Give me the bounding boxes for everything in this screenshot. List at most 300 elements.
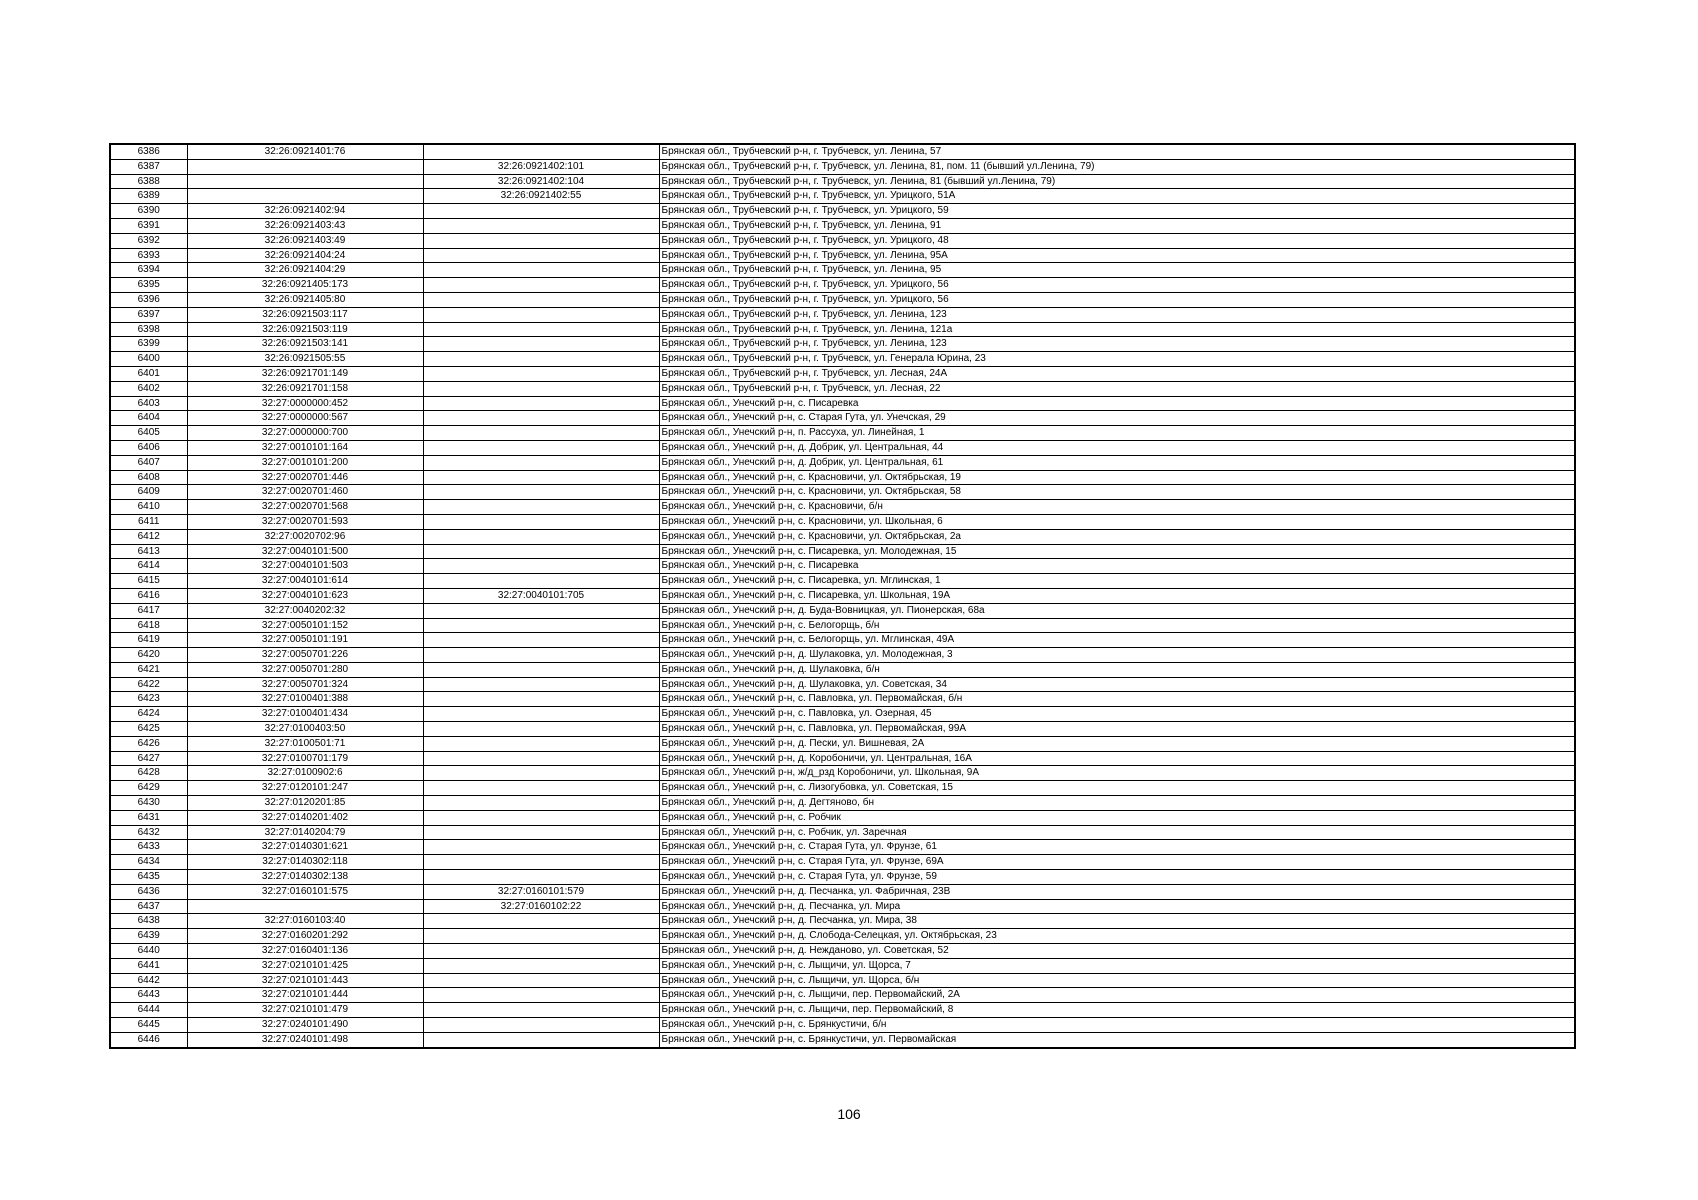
table-row xyxy=(110,485,1575,500)
property-table-body xyxy=(110,144,1575,1048)
table-row xyxy=(110,677,1575,692)
related-cadastral-number-cell xyxy=(423,1018,659,1033)
related-cadastral-number-cell xyxy=(423,381,659,396)
cadastral-number-cell: 32:27:0160101:575 xyxy=(187,884,423,899)
row-number-cell: 6406 xyxy=(110,440,187,455)
address-cell: Брянская обл., Унечский р-н, с. Павловка, ул. Первомайская, б/н xyxy=(659,692,1575,707)
table-row xyxy=(110,973,1575,988)
address-cell: Брянская обл., Унечский р-н, с. Красновичи, ул. Октябрьская, 58 xyxy=(659,485,1575,500)
address-cell: Брянская обл., Унечский р-н, с. Красновичи, ул. Октябрьская, 19 xyxy=(659,470,1575,485)
address-cell: Брянская обл., Унечский р-н, д. Коробоничи, ул. Центральная, 16А xyxy=(659,751,1575,766)
cadastral-number-cell: 32:27:0050701:226 xyxy=(187,648,423,663)
row-number-cell: 6425 xyxy=(110,722,187,737)
address-cell: Брянская обл., Трубчевский р-н, г. Трубчевск, ул. Урицкого, 59 xyxy=(659,204,1575,219)
address-cell: Брянская обл., Унечский р-н, с. Писаревка, ул. Мглинская, 1 xyxy=(659,574,1575,589)
related-cadastral-number-cell xyxy=(423,722,659,737)
address-cell: Брянская обл., Трубчевский р-н, г. Трубчевск, ул. Урицкого, 51А xyxy=(659,189,1575,204)
row-number-cell: 6415 xyxy=(110,574,187,589)
row-number-cell: 6421 xyxy=(110,662,187,677)
cadastral-number-cell xyxy=(187,189,423,204)
related-cadastral-number-cell xyxy=(423,352,659,367)
address-cell: Брянская обл., Трубчевский р-н, г. Трубчевск, ул. Ленина, 91 xyxy=(659,218,1575,233)
related-cadastral-number-cell: 32:27:0160101:579 xyxy=(423,884,659,899)
table-row xyxy=(110,692,1575,707)
row-number-cell: 6388 xyxy=(110,174,187,189)
cadastral-number-cell: 32:27:0020701:446 xyxy=(187,470,423,485)
address-cell: Брянская обл., Унечский р-н, с. Павловка, ул. Первомайская, 99А xyxy=(659,722,1575,737)
table-row xyxy=(110,870,1575,885)
address-cell: Брянская обл., Трубчевский р-н, г. Трубчевск, ул. Лесная, 22 xyxy=(659,381,1575,396)
table-row xyxy=(110,159,1575,174)
related-cadastral-number-cell xyxy=(423,825,659,840)
row-number-cell: 6423 xyxy=(110,692,187,707)
row-number-cell: 6410 xyxy=(110,500,187,515)
row-number-cell: 6424 xyxy=(110,707,187,722)
address-cell: Брянская обл., Унечский р-н, д. Песчанка, ул. Мира xyxy=(659,899,1575,914)
table-row xyxy=(110,544,1575,559)
row-number-cell: 6414 xyxy=(110,559,187,574)
related-cadastral-number-cell xyxy=(423,855,659,870)
related-cadastral-number-cell: 32:27:0160102:22 xyxy=(423,899,659,914)
cadastral-number-cell: 32:27:0050101:152 xyxy=(187,618,423,633)
table-row xyxy=(110,1032,1575,1047)
address-cell: Брянская обл., Унечский р-н, с. Лыщичи, ул. Щорса, б/н xyxy=(659,973,1575,988)
table-row xyxy=(110,884,1575,899)
row-number-cell: 6427 xyxy=(110,751,187,766)
related-cadastral-number-cell xyxy=(423,914,659,929)
row-number-cell: 6426 xyxy=(110,736,187,751)
row-number-cell: 6413 xyxy=(110,544,187,559)
address-cell: Брянская обл., Трубчевский р-н, г. Трубчевск, ул. Ленина, 123 xyxy=(659,307,1575,322)
row-number-cell: 6446 xyxy=(110,1032,187,1047)
address-cell: Брянская обл., Унечский р-н, д. Буда-Вовницкая, ул. Пионерская, 68а xyxy=(659,603,1575,618)
table-row xyxy=(110,899,1575,914)
address-cell: Брянская обл., Унечский р-н, п. Рассуха, ул. Линейная, 1 xyxy=(659,426,1575,441)
cadastral-number-cell: 32:27:0000000:567 xyxy=(187,411,423,426)
address-cell: Брянская обл., Унечский р-н, д. Добрик, ул. Центральная, 44 xyxy=(659,440,1575,455)
related-cadastral-number-cell xyxy=(423,677,659,692)
row-number-cell: 6444 xyxy=(110,1003,187,1018)
table-row xyxy=(110,1003,1575,1018)
row-number-cell: 6394 xyxy=(110,263,187,278)
address-cell: Брянская обл., Унечский р-н, с. Красновичи, б/н xyxy=(659,500,1575,515)
cadastral-number-cell: 32:27:0040101:614 xyxy=(187,574,423,589)
related-cadastral-number-cell xyxy=(423,648,659,663)
cadastral-number-cell: 32:26:0921403:49 xyxy=(187,233,423,248)
related-cadastral-number-cell xyxy=(423,514,659,529)
table-row xyxy=(110,1018,1575,1033)
related-cadastral-number-cell xyxy=(423,751,659,766)
row-number-cell: 6417 xyxy=(110,603,187,618)
related-cadastral-number-cell xyxy=(423,485,659,500)
address-cell: Брянская обл., Унечский р-н, с. Писаревка, ул. Школьная, 19А xyxy=(659,588,1575,603)
related-cadastral-number-cell xyxy=(423,574,659,589)
row-number-cell: 6438 xyxy=(110,914,187,929)
related-cadastral-number-cell xyxy=(423,958,659,973)
cadastral-number-cell: 32:26:0921401:76 xyxy=(187,144,423,159)
cadastral-number-cell: 32:27:0100403:50 xyxy=(187,722,423,737)
related-cadastral-number-cell: 32:26:0921402:104 xyxy=(423,174,659,189)
address-cell: Брянская обл., Трубчевский р-н, г. Трубчевск, ул. Генерала Юрина, 23 xyxy=(659,352,1575,367)
row-number-cell: 6391 xyxy=(110,218,187,233)
cadastral-number-cell: 32:27:0050101:191 xyxy=(187,633,423,648)
table-row xyxy=(110,218,1575,233)
address-cell: Брянская обл., Трубчевский р-н, г. Трубчевск, ул. Ленина, 57 xyxy=(659,144,1575,159)
row-number-cell: 6400 xyxy=(110,352,187,367)
table-row xyxy=(110,855,1575,870)
related-cadastral-number-cell xyxy=(423,662,659,677)
cadastral-number-cell: 32:26:0921503:117 xyxy=(187,307,423,322)
related-cadastral-number-cell xyxy=(423,233,659,248)
address-cell: Брянская обл., Унечский р-н, ж/д_рзд Коробоничи, ул. Школьная, 9А xyxy=(659,766,1575,781)
row-number-cell: 6399 xyxy=(110,337,187,352)
row-number-cell: 6429 xyxy=(110,781,187,796)
cadastral-number-cell: 32:27:0210101:425 xyxy=(187,958,423,973)
cadastral-number-cell: 32:27:0050701:280 xyxy=(187,662,423,677)
row-number-cell: 6411 xyxy=(110,514,187,529)
row-number-cell: 6401 xyxy=(110,366,187,381)
table-row xyxy=(110,396,1575,411)
row-number-cell: 6433 xyxy=(110,840,187,855)
cadastral-number-cell: 32:27:0010101:164 xyxy=(187,440,423,455)
table-row xyxy=(110,426,1575,441)
cadastral-number-cell: 32:26:0921505:55 xyxy=(187,352,423,367)
cadastral-number-cell: 32:27:0210101:443 xyxy=(187,973,423,988)
related-cadastral-number-cell xyxy=(423,470,659,485)
table-row xyxy=(110,337,1575,352)
related-cadastral-number-cell xyxy=(423,500,659,515)
table-row xyxy=(110,174,1575,189)
address-cell: Брянская обл., Трубчевский р-н, г. Трубчевск, ул. Урицкого, 56 xyxy=(659,278,1575,293)
cadastral-number-cell: 32:26:0921404:29 xyxy=(187,263,423,278)
table-row xyxy=(110,322,1575,337)
related-cadastral-number-cell xyxy=(423,337,659,352)
related-cadastral-number-cell xyxy=(423,144,659,159)
related-cadastral-number-cell xyxy=(423,633,659,648)
row-number-cell: 6445 xyxy=(110,1018,187,1033)
table-row xyxy=(110,958,1575,973)
cadastral-number-cell: 32:27:0100401:434 xyxy=(187,707,423,722)
table-row xyxy=(110,810,1575,825)
table-row xyxy=(110,189,1575,204)
related-cadastral-number-cell xyxy=(423,455,659,470)
address-cell: Брянская обл., Унечский р-н, с. Лыщичи, пер. Первомайский, 2А xyxy=(659,988,1575,1003)
related-cadastral-number-cell xyxy=(423,204,659,219)
cadastral-number-cell: 32:27:0240101:498 xyxy=(187,1032,423,1047)
table-row xyxy=(110,307,1575,322)
table-row xyxy=(110,144,1575,159)
related-cadastral-number-cell xyxy=(423,366,659,381)
table-row xyxy=(110,574,1575,589)
address-cell: Брянская обл., Унечский р-н, с. Красновичи, ул. Октябрьская, 2а xyxy=(659,529,1575,544)
table-row xyxy=(110,633,1575,648)
cadastral-number-cell: 32:27:0100701:179 xyxy=(187,751,423,766)
cadastral-number-cell: 32:27:0040202:32 xyxy=(187,603,423,618)
cadastral-number-cell: 32:27:0140302:118 xyxy=(187,855,423,870)
row-number-cell: 6437 xyxy=(110,899,187,914)
address-cell: Брянская обл., Унечский р-н, д. Дегтяново, бн xyxy=(659,796,1575,811)
row-number-cell: 6409 xyxy=(110,485,187,500)
address-cell: Брянская обл., Трубчевский р-н, г. Трубчевск, ул. Ленина, 81 (бывший ул.Ленина, 79) xyxy=(659,174,1575,189)
address-cell: Брянская обл., Унечский р-н, с. Старая Гута, ул. Унечская, 29 xyxy=(659,411,1575,426)
cadastral-number-cell: 32:27:0040101:503 xyxy=(187,559,423,574)
related-cadastral-number-cell xyxy=(423,278,659,293)
table-row xyxy=(110,988,1575,1003)
cadastral-number-cell: 32:27:0020701:593 xyxy=(187,514,423,529)
row-number-cell: 6392 xyxy=(110,233,187,248)
cadastral-number-cell: 32:27:0020701:568 xyxy=(187,500,423,515)
table-row xyxy=(110,514,1575,529)
row-number-cell: 6419 xyxy=(110,633,187,648)
address-cell: Брянская обл., Унечский р-н, с. Старая Гута, ул. Фрунзе, 59 xyxy=(659,870,1575,885)
table-row xyxy=(110,559,1575,574)
row-number-cell: 6397 xyxy=(110,307,187,322)
table-row xyxy=(110,381,1575,396)
table-row xyxy=(110,944,1575,959)
cadastral-number-cell: 32:27:0010101:200 xyxy=(187,455,423,470)
cadastral-number-cell: 32:26:0921404:24 xyxy=(187,248,423,263)
table-row xyxy=(110,204,1575,219)
address-cell: Брянская обл., Унечский р-н, с. Старая Гута, ул. Фрунзе, 69А xyxy=(659,855,1575,870)
cadastral-number-cell: 32:27:0140201:402 xyxy=(187,810,423,825)
address-cell: Брянская обл., Трубчевский р-н, г. Трубчевск, ул. Урицкого, 48 xyxy=(659,233,1575,248)
related-cadastral-number-cell xyxy=(423,707,659,722)
table-row xyxy=(110,736,1575,751)
table-row xyxy=(110,781,1575,796)
cadastral-number-cell: 32:26:0921701:149 xyxy=(187,366,423,381)
table-row xyxy=(110,648,1575,663)
cadastral-number-cell: 32:27:0020701:460 xyxy=(187,485,423,500)
cadastral-number-cell: 32:27:0040101:623 xyxy=(187,588,423,603)
cadastral-number-cell: 32:27:0050701:324 xyxy=(187,677,423,692)
row-number-cell: 6412 xyxy=(110,529,187,544)
table-row xyxy=(110,603,1575,618)
address-cell: Брянская обл., Унечский р-н, с. Белогорщь, ул. Мглинская, 49А xyxy=(659,633,1575,648)
table-row xyxy=(110,529,1575,544)
row-number-cell: 6422 xyxy=(110,677,187,692)
row-number-cell: 6436 xyxy=(110,884,187,899)
cadastral-number-cell: 32:27:0160103:40 xyxy=(187,914,423,929)
related-cadastral-number-cell xyxy=(423,929,659,944)
cadastral-number-cell: 32:26:0921405:80 xyxy=(187,292,423,307)
address-cell: Брянская обл., Трубчевский р-н, г. Трубчевск, ул. Ленина, 121а xyxy=(659,322,1575,337)
row-number-cell: 6402 xyxy=(110,381,187,396)
address-cell: Брянская обл., Унечский р-н, д. Песчанка, ул. Мира, 38 xyxy=(659,914,1575,929)
related-cadastral-number-cell xyxy=(423,396,659,411)
related-cadastral-number-cell xyxy=(423,692,659,707)
related-cadastral-number-cell xyxy=(423,796,659,811)
cadastral-number-cell: 32:26:0921402:94 xyxy=(187,204,423,219)
related-cadastral-number-cell: 32:26:0921402:55 xyxy=(423,189,659,204)
row-number-cell: 6434 xyxy=(110,855,187,870)
cadastral-number-cell: 32:26:0921403:43 xyxy=(187,218,423,233)
cadastral-number-cell: 32:27:0100401:388 xyxy=(187,692,423,707)
cadastral-number-cell: 32:27:0210101:479 xyxy=(187,1003,423,1018)
cadastral-number-cell: 32:27:0100902:6 xyxy=(187,766,423,781)
cadastral-number-cell: 32:27:0210101:444 xyxy=(187,988,423,1003)
address-cell: Брянская обл., Трубчевский р-н, г. Трубчевск, ул. Ленина, 95А xyxy=(659,248,1575,263)
table-row xyxy=(110,751,1575,766)
table-row xyxy=(110,722,1575,737)
row-number-cell: 6387 xyxy=(110,159,187,174)
table-row xyxy=(110,455,1575,470)
related-cadastral-number-cell xyxy=(423,1032,659,1047)
row-number-cell: 6407 xyxy=(110,455,187,470)
property-table xyxy=(109,143,1576,1049)
row-number-cell: 6398 xyxy=(110,322,187,337)
row-number-cell: 6395 xyxy=(110,278,187,293)
row-number-cell: 6432 xyxy=(110,825,187,840)
cadastral-number-cell: 32:27:0120201:85 xyxy=(187,796,423,811)
address-cell: Брянская обл., Унечский р-н, д. Добрик, ул. Центральная, 61 xyxy=(659,455,1575,470)
related-cadastral-number-cell xyxy=(423,322,659,337)
related-cadastral-number-cell xyxy=(423,944,659,959)
related-cadastral-number-cell xyxy=(423,529,659,544)
address-cell: Брянская обл., Трубчевский р-н, г. Трубчевск, ул. Ленина, 123 xyxy=(659,337,1575,352)
address-cell: Брянская обл., Унечский р-н, с. Лыщичи, ул. Щорса, 7 xyxy=(659,958,1575,973)
related-cadastral-number-cell xyxy=(423,736,659,751)
related-cadastral-number-cell xyxy=(423,292,659,307)
address-cell: Брянская обл., Унечский р-н, д. Пески, ул. Вишневая, 2А xyxy=(659,736,1575,751)
table-row xyxy=(110,618,1575,633)
related-cadastral-number-cell xyxy=(423,810,659,825)
table-row xyxy=(110,411,1575,426)
cadastral-number-cell: 32:27:0020702:96 xyxy=(187,529,423,544)
address-cell: Брянская обл., Унечский р-н, с. Писаревка, ул. Молодежная, 15 xyxy=(659,544,1575,559)
address-cell: Брянская обл., Унечский р-н, с. Робчик, ул. Заречная xyxy=(659,825,1575,840)
related-cadastral-number-cell xyxy=(423,973,659,988)
address-cell: Брянская обл., Унечский р-н, д. Песчанка, ул. Фабричная, 23В xyxy=(659,884,1575,899)
row-number-cell: 6431 xyxy=(110,810,187,825)
table-row xyxy=(110,825,1575,840)
address-cell: Брянская обл., Унечский р-н, с. Старая Гута, ул. Фрунзе, 61 xyxy=(659,840,1575,855)
row-number-cell: 6439 xyxy=(110,929,187,944)
address-cell: Брянская обл., Унечский р-н, д. Слобода-Селецкая, ул. Октябрьская, 23 xyxy=(659,929,1575,944)
cadastral-number-cell: 32:27:0000000:452 xyxy=(187,396,423,411)
table-row xyxy=(110,929,1575,944)
row-number-cell: 6416 xyxy=(110,588,187,603)
row-number-cell: 6405 xyxy=(110,426,187,441)
address-cell: Брянская обл., Унечский р-н, с. Писаревка xyxy=(659,559,1575,574)
row-number-cell: 6441 xyxy=(110,958,187,973)
row-number-cell: 6408 xyxy=(110,470,187,485)
address-cell: Брянская обл., Унечский р-н, с. Робчик xyxy=(659,810,1575,825)
address-cell: Брянская обл., Унечский р-н, д. Шулаковка, ул. Советская, 34 xyxy=(659,677,1575,692)
cadastral-number-cell: 32:26:0921503:141 xyxy=(187,337,423,352)
address-cell: Брянская обл., Унечский р-н, с. Павловка, ул. Озерная, 45 xyxy=(659,707,1575,722)
cadastral-number-cell: 32:27:0040101:500 xyxy=(187,544,423,559)
cadastral-number-cell: 32:26:0921503:119 xyxy=(187,322,423,337)
table-row xyxy=(110,840,1575,855)
table-row xyxy=(110,352,1575,367)
related-cadastral-number-cell xyxy=(423,870,659,885)
row-number-cell: 6418 xyxy=(110,618,187,633)
row-number-cell: 6428 xyxy=(110,766,187,781)
table-row xyxy=(110,366,1575,381)
table-row xyxy=(110,662,1575,677)
table-row xyxy=(110,470,1575,485)
related-cadastral-number-cell xyxy=(423,840,659,855)
address-cell: Брянская обл., Унечский р-н, д. Шулаковка, б/н xyxy=(659,662,1575,677)
row-number-cell: 6404 xyxy=(110,411,187,426)
related-cadastral-number-cell: 32:27:0040101:705 xyxy=(423,588,659,603)
cadastral-number-cell: 32:26:0921405:173 xyxy=(187,278,423,293)
table-row xyxy=(110,707,1575,722)
address-cell: Брянская обл., Унечский р-н, с. Красновичи, ул. Школьная, 6 xyxy=(659,514,1575,529)
row-number-cell: 6389 xyxy=(110,189,187,204)
cadastral-number-cell: 32:27:0140301:621 xyxy=(187,840,423,855)
related-cadastral-number-cell xyxy=(423,426,659,441)
row-number-cell: 6403 xyxy=(110,396,187,411)
cadastral-number-cell: 32:27:0160401:136 xyxy=(187,944,423,959)
address-cell: Брянская обл., Унечский р-н, с. Белогорщь, б/н xyxy=(659,618,1575,633)
address-cell: Брянская обл., Унечский р-н, д. Шулаковка, ул. Молодежная, 3 xyxy=(659,648,1575,663)
related-cadastral-number-cell xyxy=(423,603,659,618)
address-cell: Брянская обл., Трубчевский р-н, г. Трубчевск, ул. Ленина, 81, пом. 11 (бывший ул.Ленина, 79) xyxy=(659,159,1575,174)
related-cadastral-number-cell xyxy=(423,1003,659,1018)
related-cadastral-number-cell: 32:26:0921402:101 xyxy=(423,159,659,174)
address-cell: Брянская обл., Трубчевский р-н, г. Трубчевск, ул. Урицкого, 56 xyxy=(659,292,1575,307)
related-cadastral-number-cell xyxy=(423,440,659,455)
address-cell: Брянская обл., Унечский р-н, с. Писаревка xyxy=(659,396,1575,411)
cadastral-number-cell: 32:27:0120101:247 xyxy=(187,781,423,796)
table-row xyxy=(110,263,1575,278)
cadastral-number-cell: 32:27:0140204:79 xyxy=(187,825,423,840)
table-row xyxy=(110,588,1575,603)
related-cadastral-number-cell xyxy=(423,218,659,233)
table-row xyxy=(110,796,1575,811)
related-cadastral-number-cell xyxy=(423,781,659,796)
related-cadastral-number-cell xyxy=(423,988,659,1003)
related-cadastral-number-cell xyxy=(423,618,659,633)
related-cadastral-number-cell xyxy=(423,248,659,263)
page-number: 106 xyxy=(837,1106,861,1122)
row-number-cell: 6435 xyxy=(110,870,187,885)
cadastral-number-cell: 32:26:0921701:158 xyxy=(187,381,423,396)
related-cadastral-number-cell xyxy=(423,307,659,322)
cadastral-number-cell xyxy=(187,174,423,189)
table-row xyxy=(110,278,1575,293)
related-cadastral-number-cell xyxy=(423,559,659,574)
related-cadastral-number-cell xyxy=(423,766,659,781)
table-row xyxy=(110,914,1575,929)
row-number-cell: 6440 xyxy=(110,944,187,959)
cadastral-number-cell: 32:27:0100501:71 xyxy=(187,736,423,751)
cadastral-number-cell xyxy=(187,899,423,914)
address-cell: Брянская обл., Унечский р-н, с. Лыщичи, пер. Первомайский, 8 xyxy=(659,1003,1575,1018)
row-number-cell: 6442 xyxy=(110,973,187,988)
table-row xyxy=(110,248,1575,263)
table-row xyxy=(110,233,1575,248)
address-cell: Брянская обл., Трубчевский р-н, г. Трубчевск, ул. Ленина, 95 xyxy=(659,263,1575,278)
table-row xyxy=(110,500,1575,515)
address-cell: Брянская обл., Унечский р-н, д. Нежданово, ул. Советская, 52 xyxy=(659,944,1575,959)
row-number-cell: 6393 xyxy=(110,248,187,263)
address-cell: Брянская обл., Унечский р-н, с. Лизогубовка, ул. Советская, 15 xyxy=(659,781,1575,796)
cadastral-number-cell: 32:27:0000000:700 xyxy=(187,426,423,441)
row-number-cell: 6386 xyxy=(110,144,187,159)
related-cadastral-number-cell xyxy=(423,411,659,426)
row-number-cell: 6390 xyxy=(110,204,187,219)
cadastral-number-cell xyxy=(187,159,423,174)
cadastral-number-cell: 32:27:0240101:490 xyxy=(187,1018,423,1033)
row-number-cell: 6396 xyxy=(110,292,187,307)
address-cell: Брянская обл., Унечский р-н, с. Брянкустичи, ул. Первомайская xyxy=(659,1032,1575,1047)
address-cell: Брянская обл., Трубчевский р-н, г. Трубчевск, ул. Лесная, 24А xyxy=(659,366,1575,381)
table-row xyxy=(110,440,1575,455)
cadastral-number-cell: 32:27:0160201:292 xyxy=(187,929,423,944)
row-number-cell: 6430 xyxy=(110,796,187,811)
